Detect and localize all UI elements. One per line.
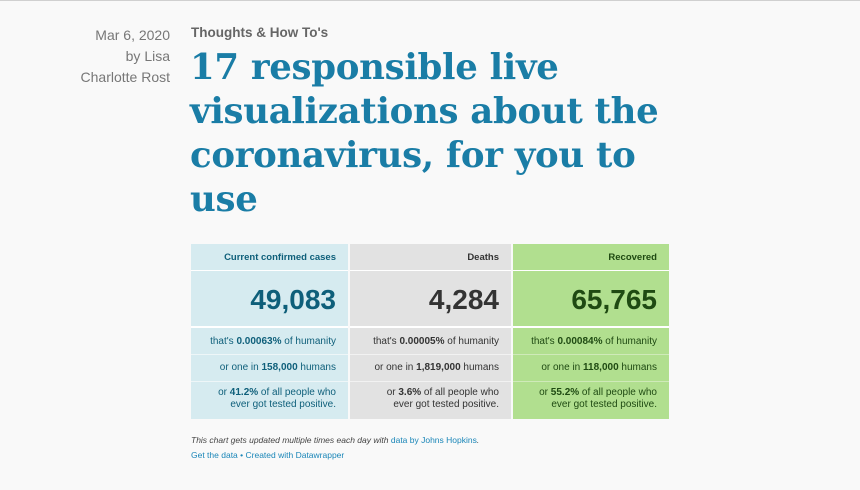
footer-separator: • [237, 450, 246, 460]
update-note: This chart gets updated multiple times each day with data by Johns Hopkins. [191, 435, 480, 445]
humanity-share: that's 0.00063% of humanity [210, 336, 336, 347]
author-name[interactable]: Charlotte Rost [80, 69, 170, 85]
column-header: Deaths [467, 252, 499, 263]
post-title: 17 responsible live visualizations about the coronavirus, for you to use [190, 47, 659, 220]
humanity-share: that's 0.00084% of humanity [531, 336, 657, 347]
datawrapper-link[interactable]: Created with Datawrapper [245, 450, 345, 460]
deaths-value: 4,284 [428, 284, 499, 315]
top-divider [0, 0, 860, 1]
chart-footer [191, 433, 479, 463]
column-header: Recovered [608, 252, 657, 263]
post-category[interactable]: Thoughts & How To's [191, 25, 329, 40]
deaths-column [350, 244, 511, 419]
footer-links [191, 448, 479, 463]
one-in-humans: or one in 118,000 humans [513, 354, 669, 381]
post-meta [70, 25, 170, 88]
post-date: Mar 6, 2020 [95, 27, 170, 43]
humanity-share: that's 0.00005% of humanity [373, 336, 499, 347]
get-data-link[interactable]: Get the data [191, 450, 238, 460]
tested-share: or 55.2% of all people who ever got tested positive. [513, 381, 669, 417]
cases-value: 49,083 [250, 284, 336, 315]
cases-column [191, 244, 348, 419]
author-byline: by Lisa [125, 48, 170, 64]
one-in-humans: or one in 158,000 humans [191, 354, 348, 381]
recovered-value: 65,765 [571, 284, 657, 315]
tested-share: or 3.6% of all people who ever got tested positive. [350, 381, 511, 417]
recovered-column [513, 244, 669, 419]
one-in-humans: or one in 1,819,000 humans [350, 354, 511, 381]
column-header: Current confirmed cases [224, 252, 336, 263]
tested-share: or 41.2% of all people who ever got tested positive. [191, 381, 348, 417]
johns-hopkins-link[interactable]: data by Johns Hopkins [390, 435, 477, 445]
